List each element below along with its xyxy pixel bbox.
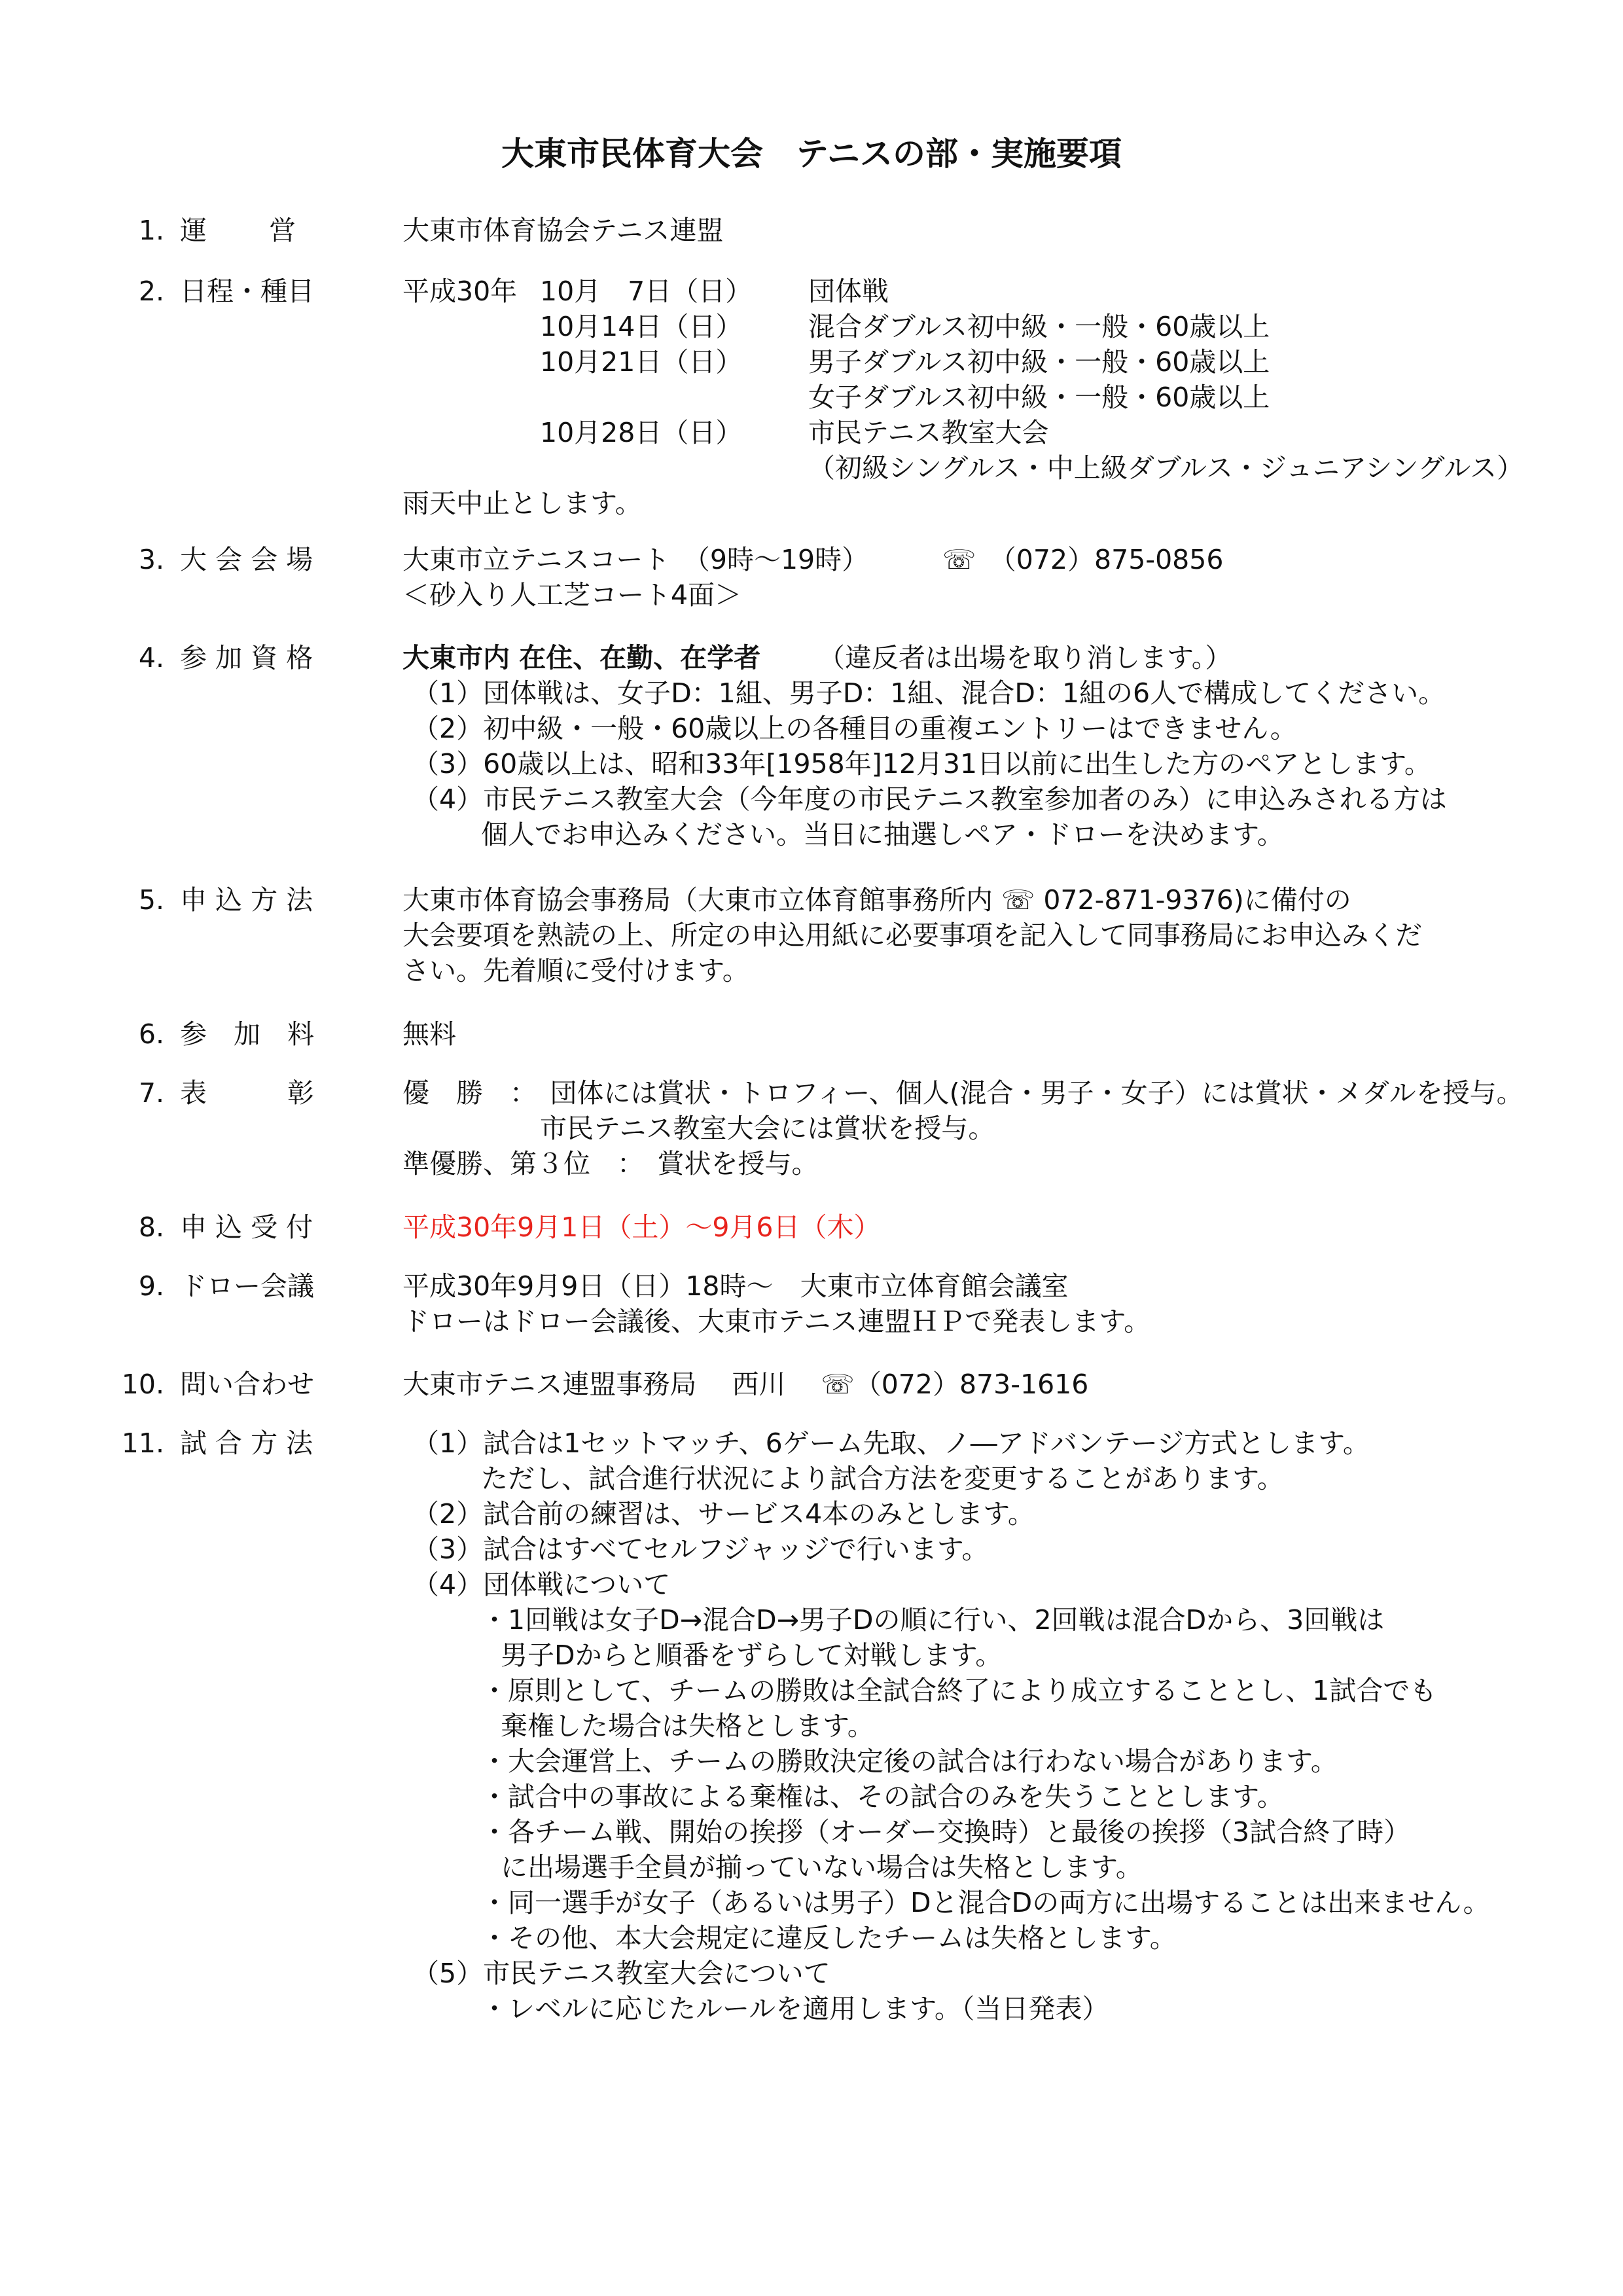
section-10-label: 10. 問い合わせ (121, 1369, 314, 1400)
rule-line: （3）試合はすべてセルフジャッジで行います。 (412, 1534, 989, 1565)
schedule-event: 男子ダブルス初中級・一般・60歳以上 (808, 346, 1270, 378)
rule-line: に出場選手全員が揃っていない場合は失格とします。 (501, 1852, 1143, 1883)
section-11-label: 11. 試 合 方 法 (121, 1427, 313, 1459)
rule-line: ・大会運営上、チームの勝敗決定後の試合は行わない場合があります。 (481, 1746, 1338, 1777)
section-5-label: 5. 申 込 方 法 (138, 884, 313, 916)
venue-court: ＜砂入り人工芝コート4面＞ (402, 579, 742, 611)
rule-line: ・1回戦は女子D→混合D→男子Dの順に行い、2回戦は混合Dから、3回戦は (481, 1604, 1385, 1636)
rule-line: 棄権した場合は失格とします。 (501, 1710, 874, 1742)
section-7-label: 7. 表 彰 (138, 1077, 314, 1109)
draw-meeting: 平成30年9月9日（日）18時～ 大東市立体育館会議室 (402, 1270, 1069, 1302)
schedule-year: 平成30年 (402, 276, 518, 307)
awards-winner: 優 勝 ： 団体には賞状・トロフィー、個人(混合・男子・女子）には賞状・メダルを授与。 (402, 1077, 1524, 1109)
schedule-date: 10月 7日（日） (540, 276, 753, 307)
rule-line: （4）団体戦について (412, 1569, 671, 1600)
section-9-label: 9. ドロー会議 (138, 1270, 314, 1302)
application-period: 平成30年9月1日（土）～9月6日（木） (402, 1211, 881, 1243)
section-8-label: 8. 申 込 受 付 (138, 1211, 313, 1243)
rule-line: ただし、試合進行状況により試合方法を変更することがあります。 (481, 1463, 1284, 1494)
section-1-text: 大東市体育協会テニス連盟 (402, 215, 724, 246)
fee-text: 無料 (402, 1018, 456, 1050)
eligibility-item: （2）初中級・一般・60歳以上の各種目の重複エントリーはできません。 (412, 713, 1297, 744)
eligibility-item: （1）団体戦は、女子D：1組、男子D：1組、混合D：1組の6人で構成してください。 (412, 677, 1446, 709)
schedule-date: 10月14日（日） (540, 311, 743, 342)
rule-line: ・その他、本大会規定に違反したチームは失格とします。 (481, 1922, 1177, 1954)
rule-line: （5）市民テニス教室大会について (412, 1958, 830, 1989)
eligibility-bold: 大東市内 在住、在勤、在学者 (402, 642, 761, 673)
section-1-label: 1. 運 営 (138, 215, 296, 246)
schedule-event: 市民テニス教室大会 (808, 417, 1049, 448)
rule-line: （2）試合前の練習は、サービス4本のみとします。 (412, 1498, 1035, 1530)
schedule-subnote: （初級シングルス・中上級ダブルス・ジュニアシングルス） (808, 452, 1524, 484)
venue-name: 大東市立テニスコート （9時～19時） (402, 544, 869, 575)
application-text: 大会要項を熟読の上、所定の申込用紙に必要事項を記入して同事務局にお申込みくだ (402, 920, 1422, 951)
draw-announcement: ドローはドロー会議後、大東市テニス連盟ＨＰで発表します。 (402, 1306, 1151, 1337)
section-4-label: 4. 参 加 資 格 (138, 642, 313, 673)
rule-line: ・同一選手が女子（あるいは男子）Dと混合Dの両方に出場することは出来ません。 (481, 1887, 1490, 1918)
section-6-label: 6. 参 加 料 (138, 1018, 314, 1050)
eligibility-item: （4）市民テニス教室大会（今年度の市民テニス教室参加者のみ）に申込みされる方は (412, 783, 1447, 815)
rule-line: （1）試合は1セットマッチ、6ゲーム先取、ノ―アドバンテージ方式とします。 (412, 1427, 1370, 1459)
rule-line: ・レベルに応じたルールを適用します。（当日発表） (481, 1993, 1109, 2024)
rain-note: 雨天中止とします。 (402, 488, 642, 519)
awards-class: 市民テニス教室大会には賞状を授与。 (540, 1113, 995, 1144)
schedule-event: 女子ダブルス初中級・一般・60歳以上 (808, 382, 1270, 413)
schedule-event: 混合ダブルス初中級・一般・60歳以上 (808, 311, 1270, 342)
rule-line: ・各チーム戦、開始の挨拶（オーダー交換時）と最後の挨拶（3試合終了時） (481, 1816, 1411, 1848)
schedule-event: 団体戦 (808, 276, 889, 307)
rule-line: ・原則として、チームの勝敗は全試合終了により成立することとし、1試合でも (481, 1675, 1437, 1706)
rule-line: ・試合中の事故による棄権は、その試合のみを失うこととします。 (481, 1781, 1284, 1812)
schedule-date: 10月28日（日） (540, 417, 743, 448)
rule-line: 男子Dからと順番をずらして対戦します。 (501, 1640, 1003, 1671)
document-title: 大東市民体育大会 テニスの部・実施要項 (501, 135, 1122, 173)
eligibility-item: 個人でお申込みください。当日に抽選しペア・ドローを決めます。 (481, 819, 1284, 850)
eligibility-item: （3）60歳以上は、昭和33年[1958年]12月31日以前に出生した方のペアとします。 (412, 748, 1431, 780)
section-2-label: 2. 日程・種目 (138, 276, 314, 307)
awards-runner-up: 準優勝、第３位 ： 賞状を授与。 (402, 1148, 819, 1179)
application-text: 大東市体育協会事務局（大東市立体育館事務所内 ☏ 072-871-9376)に備付の (402, 884, 1351, 916)
venue-phone: ☏ （072）875-0856 (942, 544, 1224, 575)
schedule-date: 10月21日（日） (540, 346, 743, 378)
application-text: さい。先着順に受付けます。 (402, 955, 749, 986)
eligibility-note: （違反者は出場を取り消します。） (818, 642, 1232, 673)
contact-text: 大東市テニス連盟事務局 西川 ☏（072）873-1616 (402, 1369, 1089, 1400)
section-3-label: 3. 大 会 会 場 (138, 544, 313, 575)
